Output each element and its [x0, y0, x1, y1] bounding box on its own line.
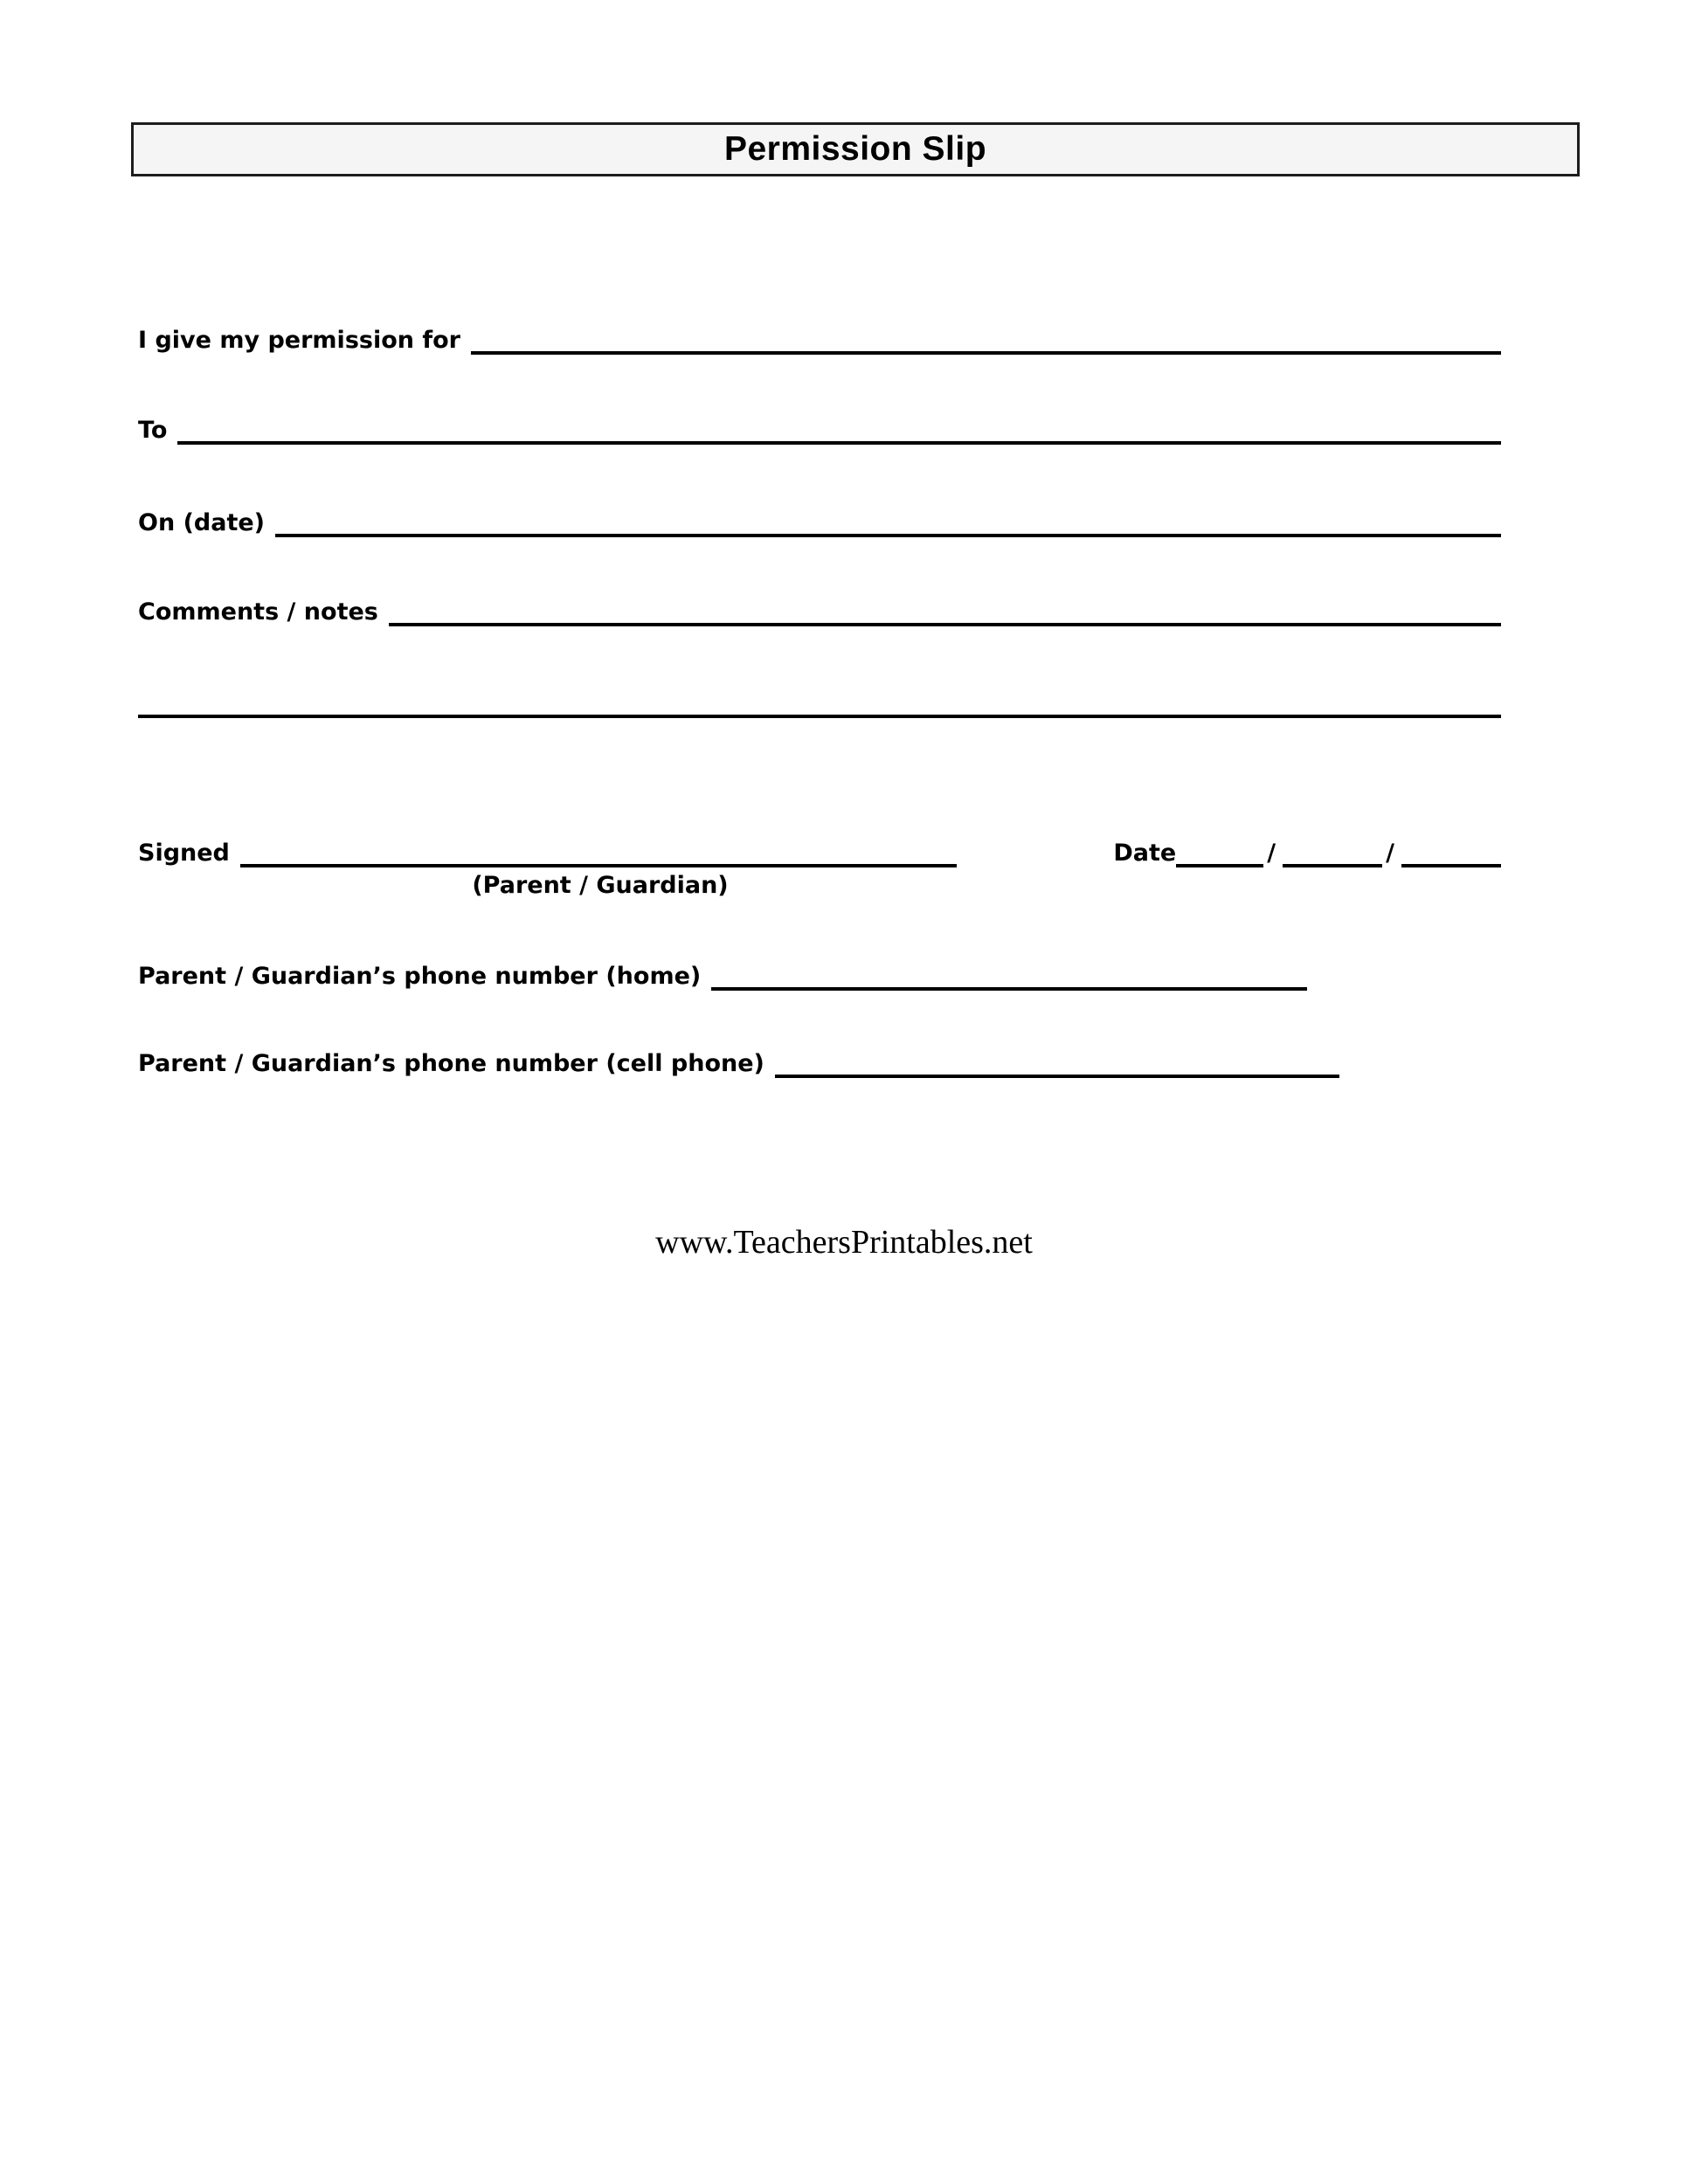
footer-website-url: www.TeachersPrintables.net [655, 1224, 1033, 1261]
permission-for-label: I give my permission for [138, 326, 460, 354]
phone-cell-label: Parent / Guardian’s phone number (cell phone) [138, 1049, 764, 1077]
date-slash-1: / [1267, 839, 1276, 867]
to-blank-line[interactable] [177, 436, 1501, 445]
date-year-blank-line[interactable] [1401, 859, 1501, 867]
to-label: To [138, 416, 168, 444]
field-row-phone-cell [138, 1041, 1339, 1078]
field-row-to [138, 408, 1501, 445]
comments-blank-line-1[interactable] [389, 618, 1501, 626]
field-row-on-date [138, 501, 1501, 537]
on-date-blank-line[interactable] [275, 529, 1501, 537]
signed-sub-label: (Parent / Guardian) [472, 872, 729, 899]
phone-home-blank-line[interactable] [711, 982, 1307, 991]
on-date-label: On (date) [138, 508, 266, 536]
date-slash-2: / [1386, 839, 1394, 867]
comments-label: Comments / notes [138, 598, 378, 625]
field-row-phone-home [138, 954, 1307, 991]
permission-for-blank-line[interactable] [471, 346, 1501, 355]
field-row-permission-for [138, 318, 1501, 355]
date-label: Date [1113, 839, 1177, 867]
field-row-signed-date [138, 831, 1501, 867]
comments-blank-line-2[interactable] [138, 709, 1501, 718]
field-row-comments-continued [138, 681, 1501, 718]
phone-home-label: Parent / Guardian’s phone number (home) [138, 962, 702, 990]
field-row-comments [138, 590, 1501, 626]
signed-label: Signed [138, 839, 230, 867]
title-box [131, 122, 1580, 176]
date-group [1113, 840, 1501, 867]
date-day-blank-line[interactable] [1283, 859, 1382, 867]
page-title: Permission Slip [723, 130, 987, 168]
date-month-blank-line[interactable] [1176, 859, 1263, 867]
signature-blank-line[interactable] [240, 859, 957, 867]
phone-cell-blank-line[interactable] [775, 1069, 1339, 1078]
